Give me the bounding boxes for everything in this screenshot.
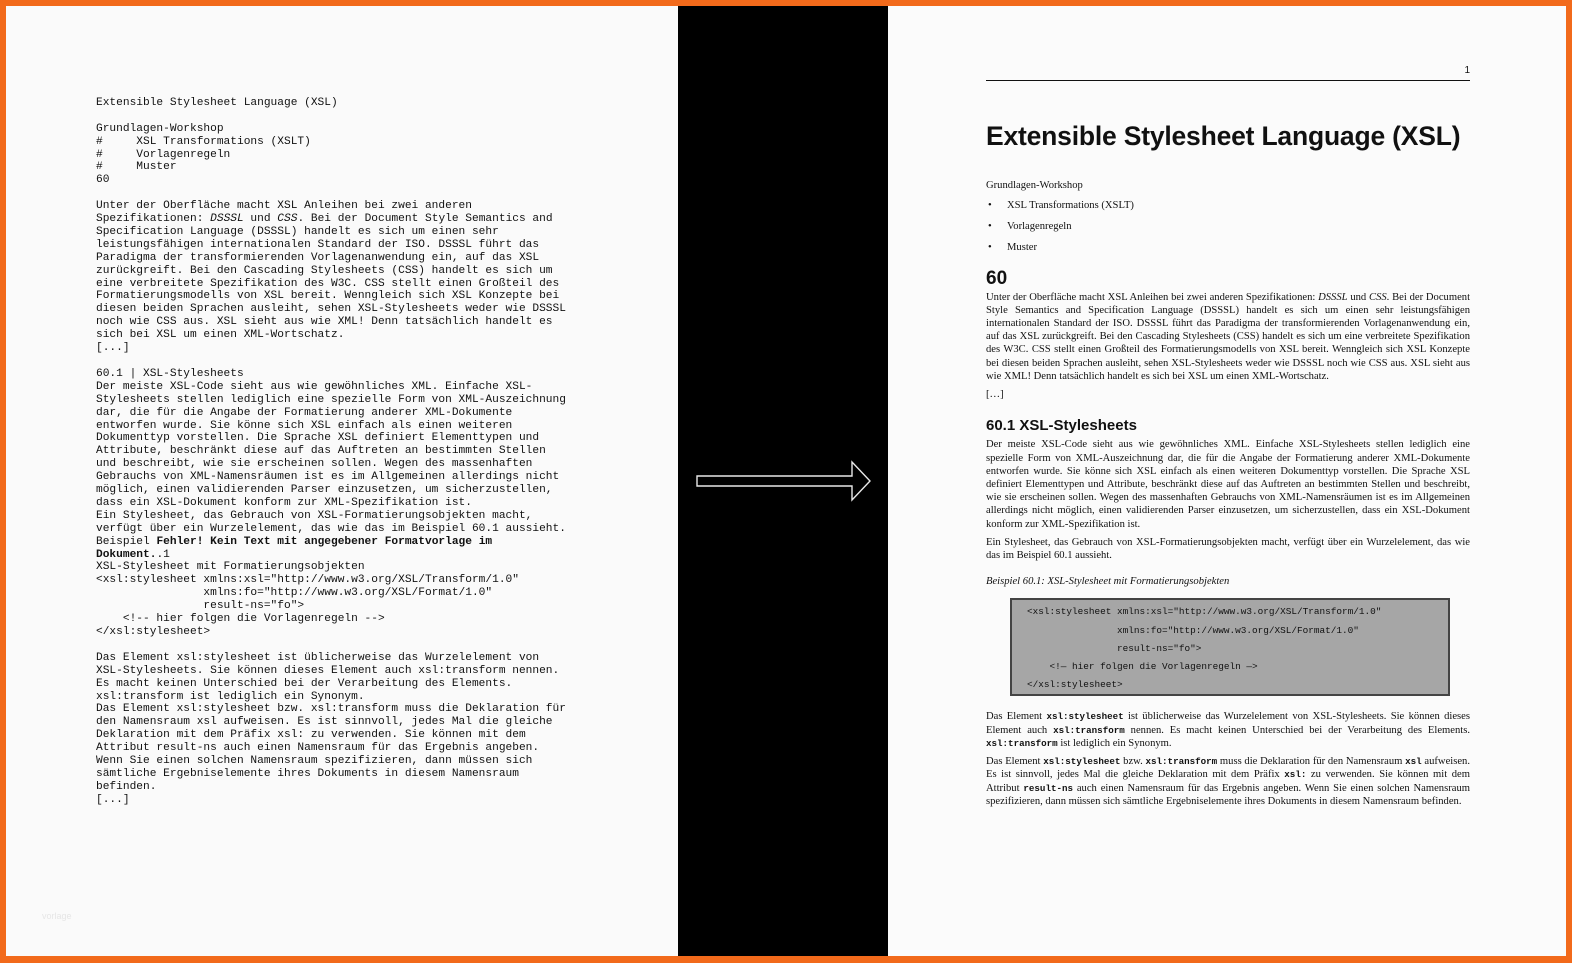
source-section-body: Der meiste XSL-Code sieht aus wie gewöhnliches XML. Einfache XSL- Stylesheets stellen lediglich eine spezielle Form von XML-Auszeichnung dar, die für die Angabe der Formatierung anderer XML-Dokumente entworfen wurde. Sie könne sich XSL einfach als einen weiteren Dokumenttyp vorstellen. Die Sprache XSL definiert Elementtypen und Attribute, beschränkt diese auf das Auftreten an bestimmten Stellen und beschreibt, wie sie erscheinen sollen. Wegen des massenhaften Gebrauchs von XML-Namensräumen ist es im Allgemeinen allerdings nicht möglich, einen validierenden Parser einzusetzen, um sicherzustellen, dass ein XSL-Dokument konform zur XML-Spezifikation ist. Ein Stylesheet, das Gebrauch von XSL-Formatierungsobjekten macht, verfügt über ein Wurzelelement, das wie das im Beispiel 60.1 aussieht. (96, 380, 566, 535)
chapter-number: 60 (986, 268, 1008, 290)
example-caption: Beispiel 60.1: XSL-Stylesheet mit Formatierungsobjekten (986, 576, 1230, 588)
source-bullet: # Muster (96, 161, 177, 174)
ellipsis: […] (986, 389, 1004, 401)
watermark: vorlage (42, 911, 72, 921)
source-intro-line-2: Spezifikationen: DSSSL und CSS. Bei der Document Style Semantics and (96, 213, 553, 226)
namespace-paragraph: Das Element xsl:stylesheet bzw. xsl:transform muss die Deklaration für den Namensraum xsl aufweisen. Es ist sinnvoll, jedes Mal die gleiche Deklaration mit dem Präfix xsl: zu verwenden. Sie können mit dem Attribut result-ns auch einen Namensraum für das Ergebnis angeben. Wenn Sie einen solchen Namensraum spezifizieren, dann müssen sich sämtliche Ergebniselemente ihres Dokuments in diesem Namensraum befinden. (986, 756, 1470, 807)
source-caption: XSL-Stylesheet mit Formatierungsobjekten (96, 561, 365, 574)
source-workshop: Grundlagen-Workshop (96, 122, 224, 135)
source-bullet: # XSL Transformations (XSLT) (96, 135, 311, 148)
bullet-list (986, 199, 1470, 262)
workshop-label: Grundlagen-Workshop (986, 180, 1083, 192)
rendered-page (888, 6, 1566, 956)
page-number: 1 (986, 64, 1470, 81)
source-section-heading: 60.1 | XSL-Stylesheets (96, 367, 244, 380)
example-reference-paragraph: Ein Stylesheet, das Gebrauch von XSL-Formatierungsobjekten macht, verfügt über ein Wurzelelement, das wie das im Beispiel 60.1 aussieht. (986, 536, 1470, 562)
bullet-item: • Vorlagenregeln (986, 220, 1470, 241)
document-title: Extensible Stylesheet Language (XSL) (986, 121, 1461, 152)
bullet-item: • Muster (986, 241, 1470, 262)
source-intro-line: Unter der Oberfläche macht XSL Anleihen bei zwei anderen (96, 200, 472, 213)
intro-paragraph: Unter der Oberfläche macht XSL Anleihen bei zwei anderen Spezifikationen: DSSSL und CSS. Bei der Document Style Semantics and Specification Language (DSSSL) handelt es sich um einen sehr leistungsfähigen internationalen Standard der ISO. DSSSL führt das Paradigma der transformierenden Vorlagenanwendung ein, auf das XSL zurückgreift. Bei den Cascading Stylesheets (CSS) handelt es sich um eine verbreitete Spezifikation des W3C. CSS stellt einen Großteil des Formatierungsmodells von XSL bereit. Wenngleich sich XSL Konzepte bei diesen beiden Sprachen ausleiht, sehen XSL-Stylesheets weder wie DSSSL noch wie CSS aus. XSL sieht aus wie XML! Denn tatsächlich handelt es sich bei XSL um einen XML-Wortschatz. (986, 291, 1471, 382)
source-text (96, 84, 656, 833)
source-error-line: Beispiel Fehler! Kein Text mit angegebener Formatvorlage im Dokument..1 (96, 535, 493, 561)
source-chapter: 60 (96, 174, 110, 187)
rendered-content (986, 64, 1470, 813)
source-bullet: # Vorlagenregeln (96, 148, 231, 161)
code-listing: <xsl:stylesheet xmlns:xsl="http://www.w3.org/XSL/Transform/1.0" xmlns:fo="http://www.w3.org/XSL/Format/1.0" result-ns="fo"> <!— hier folgen die Vorlagenregeln —> </xsl:stylesheet> (1010, 598, 1450, 696)
bullet-item: • XSL Transformations (XSLT) (986, 199, 1470, 220)
section-paragraph: Der meiste XSL-Code sieht aus wie gewöhnliches XML. Einfache XSL-Stylesheets stellen lediglich eine spezielle Form von XML-Auszeichnung dar, die für die Angabe der Formatierung anderer XML-Dokumente entworfen wurde. Sie könne sich XSL einfach als einen weiteren Dokumenttyp vorstellen. Die Sprache XSL definiert Elementtypen und Attribute, beschränkt diese auf das Auftreten an bestimmten Stellen und beschreibt, wie sie erscheinen sollen. Wegen des massenhaften Gebrauchs von XML-Namensräumen ist es im Allgemeinen allerdings nicht möglich, einen validierenden Parser einzusetzen, um sicherzustellen, dass ein XSL-Dokument konform zur XML-Spezifikation ist. (986, 439, 1470, 530)
source-code: <xsl:stylesheet xmlns:xsl="http://www.w3.org/XSL/Transform/1.0" xmlns:fo="http://www.w3.org/XSL/Format/1.0" result-ns="fo"> <!-- hier folgen die Vorlagenregeln --> </xsl:stylesheet> (96, 574, 519, 639)
source-title: Extensible Stylesheet Language (XSL) (96, 96, 338, 109)
source-intro-rest: Specification Language (DSSSL) handelt es sich um einen sehr leistungsfähigen internationalen Standard der ISO. DSSSL führt das Paradigma der transformierenden Vorlagenanwendung ein, auf das XSL zurückgreift. Bei den Cascading Stylesheets (CSS) handelt es sich um eine verbreitete Spezifikation des W3C. CSS stellt einen Großteil des Formatierungsmodells von XSL bereit. Wenngleich sich XSL Konzepte bei diesen beiden Sprachen ausleiht, sehen XSL-Stylesheets weder wie DSSSL noch wie CSS aus. XSL sieht aus wie XML! Denn tatsächlich handelt es sich bei XSL um einen XML-Wortschatz. [...] (96, 225, 566, 355)
source-outro: Das Element xsl:stylesheet ist üblicherweise das Wurzelelement von XSL-Stylesheets. Sie können dieses Element auch xsl:transform nennen. Es macht keinen Unterschied bei der Verarbeitung des Elements. xsl:transform ist lediglich ein Synonym. Das Element xsl:stylesheet bzw. xsl:transform muss die Deklaration für den Namensraum xsl aufweisen. Es ist sinnvoll, jedes Mal die gleiche Deklaration mit dem Präfix xsl: zu verwenden. Sie können mit dem Attribut result-ns auch einen Namensraum für das Ergebnis angeben. Wenn Sie einen solchen Namensraum spezifizieren, dann müssen sich sämtliche Ergebniselemente ihres Dokuments in diesem Namensraum befinden. [...] (96, 651, 566, 806)
stylesheet-element-paragraph: Das Element xsl:stylesheet ist üblicherweise das Wurzelelement von XSL-Stylesheets. Sie können dieses Element auch xsl:transform nennen. Es macht keinen Unterschied bei der Verarbeitung des Elements. xsl:transform ist lediglich ein Synonym. (986, 711, 1470, 749)
comparison-frame (6, 6, 1566, 956)
source-text-page (6, 6, 678, 956)
section-heading: 60.1 XSL-Stylesheets (986, 417, 1137, 435)
right-arrow-icon (696, 456, 876, 506)
